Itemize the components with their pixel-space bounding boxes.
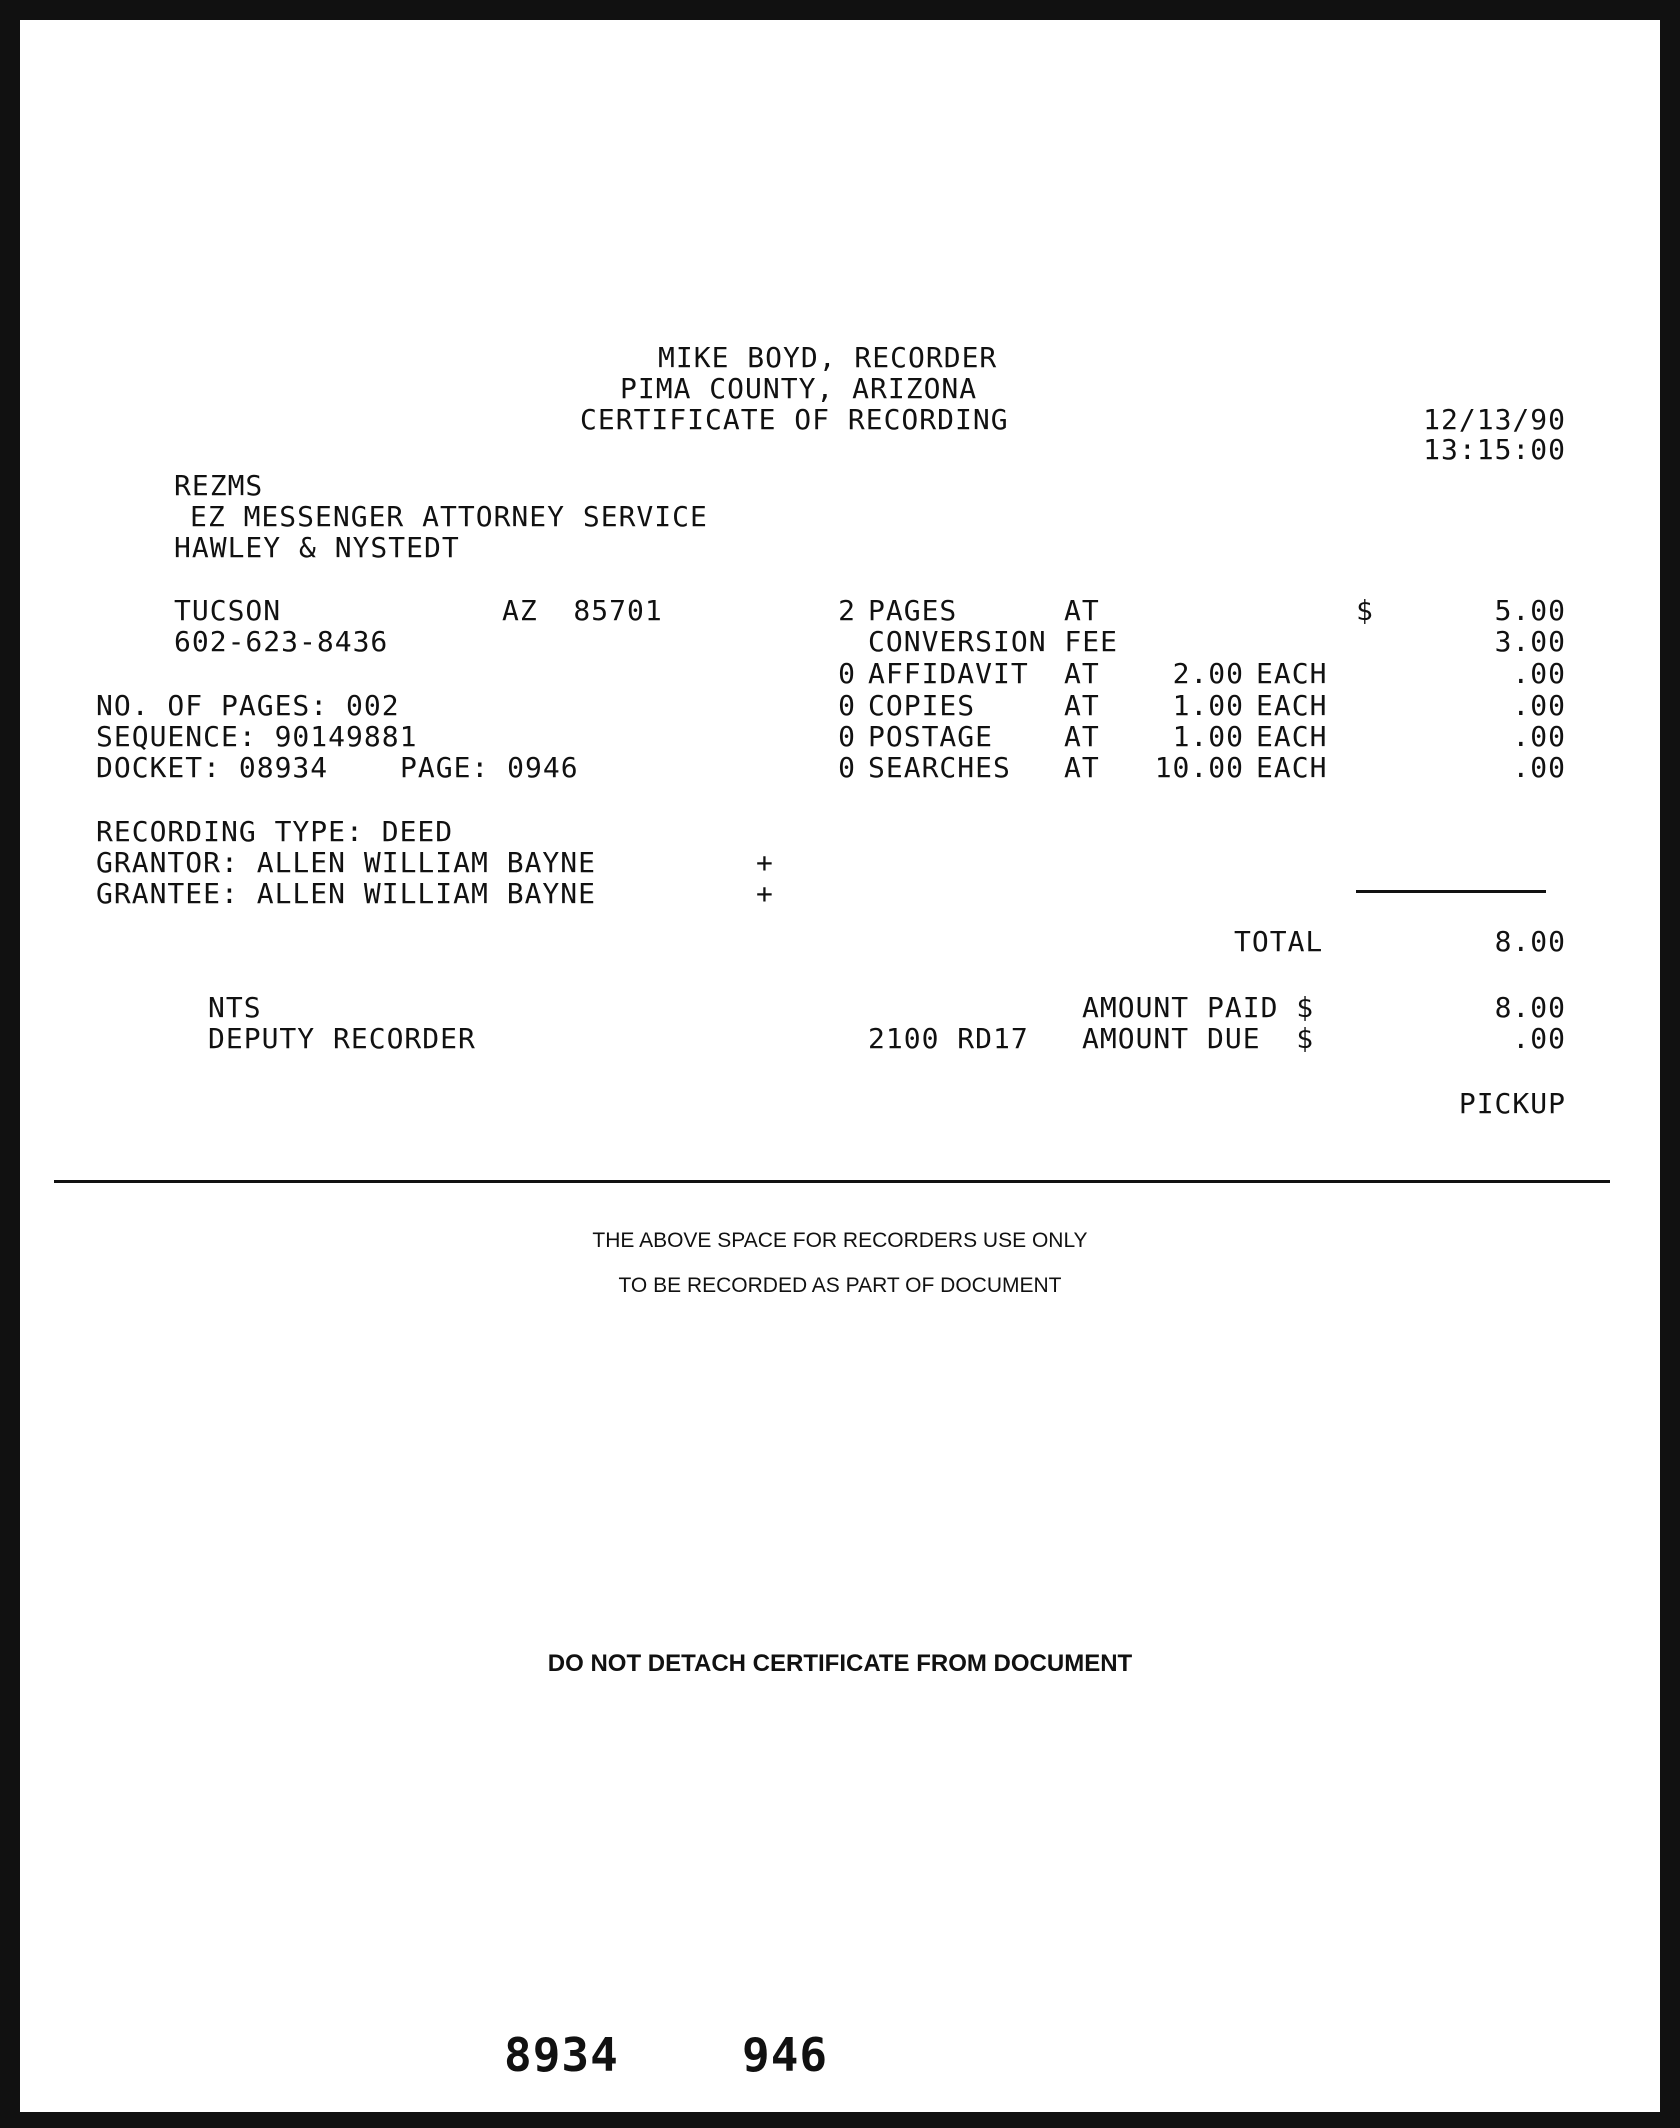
fee-amount: .00 [1512, 689, 1566, 722]
fee-qty: 0 [838, 657, 856, 690]
fee-at: AT [1064, 657, 1100, 690]
fee-qty: 0 [838, 689, 856, 722]
fee-each: EACH [1256, 720, 1328, 753]
fee-item: SEARCHES [868, 751, 1011, 784]
docket: DOCKET: 08934 [96, 751, 329, 784]
state-zip: AZ 85701 [502, 594, 663, 627]
fee-each: EACH [1256, 689, 1328, 722]
grantee: GRANTEE: ALLEN WILLIAM BAYNE [96, 877, 597, 910]
recorders-use-note: THE ABOVE SPACE FOR RECORDERS USE ONLY [592, 1229, 1088, 1252]
dollar-sign: $ [1356, 594, 1374, 627]
fee-item: POSTAGE [868, 720, 994, 753]
county: PIMA COUNTY, ARIZONA [620, 372, 978, 405]
fee-rate: 1.00 [1172, 689, 1244, 722]
submitter-name: EZ MESSENGER ATTORNEY SERVICE [190, 500, 708, 533]
amount-paid-label: AMOUNT PAID $ [1082, 991, 1315, 1024]
record-time: 13:15:00 [1423, 433, 1566, 466]
certificate-page [20, 20, 1660, 2112]
recorder-name: MIKE BOYD, RECORDER [658, 341, 998, 374]
grantee-plus: + [756, 877, 774, 910]
fee-qty: 2 [838, 594, 856, 627]
total-label: TOTAL [1234, 925, 1324, 958]
station-code: 2100 RD17 [868, 1022, 1029, 1055]
fee-amount: .00 [1512, 720, 1566, 753]
fee-at: AT [1064, 689, 1100, 722]
account-code: REZMS [174, 469, 264, 502]
phone: 602-623-8436 [174, 625, 389, 658]
recording-type: RECORDING TYPE: DEED [96, 815, 454, 848]
stamp-docket: 8934 [504, 2028, 619, 2082]
grantor-plus: + [756, 846, 774, 879]
fee-amount: 3.00 [1494, 625, 1566, 658]
fee-amount: .00 [1512, 657, 1566, 690]
fee-at: AT [1064, 720, 1100, 753]
delivery-method: PICKUP [1458, 1087, 1566, 1120]
submitter-firm: HAWLEY & NYSTEDT [174, 531, 460, 564]
fee-rate: 10.00 [1154, 751, 1244, 784]
detach-warning: DO NOT DETACH CERTIFICATE FROM DOCUMENT [547, 1650, 1133, 1677]
fee-at: AT [1064, 594, 1100, 627]
total-underline [1356, 890, 1546, 893]
sequence: SEQUENCE: 90149881 [96, 720, 418, 753]
fee-item: AFFIDAVIT [868, 657, 1029, 690]
fee-at: AT [1064, 751, 1100, 784]
fee-qty: 0 [838, 720, 856, 753]
deputy-initials: NTS [208, 991, 262, 1024]
stamp-page: 946 [742, 2028, 829, 2082]
amount-due-label: AMOUNT DUE $ [1082, 1022, 1315, 1055]
amount-due: .00 [1512, 1022, 1566, 1055]
fee-amount: .00 [1512, 751, 1566, 784]
fee-rate: 1.00 [1172, 720, 1244, 753]
fee-each: EACH [1256, 751, 1328, 784]
total-amount: 8.00 [1494, 925, 1566, 958]
city: TUCSON [174, 594, 282, 627]
fee-each: EACH [1256, 657, 1328, 690]
deputy-recorder-label: DEPUTY RECORDER [208, 1022, 476, 1055]
fee-item: COPIES [868, 689, 976, 722]
recorded-part-note: TO BE RECORDED AS PART OF DOCUMENT [618, 1274, 1062, 1297]
record-date: 12/13/90 [1423, 403, 1566, 436]
amount-paid: 8.00 [1494, 991, 1566, 1024]
fee-item: PAGES [868, 594, 958, 627]
docket-page: PAGE: 0946 [400, 751, 579, 784]
divider-line [54, 1180, 1610, 1183]
number-of-pages: NO. OF PAGES: 002 [96, 689, 400, 722]
fee-rate: 2.00 [1172, 657, 1244, 690]
fee-item: CONVERSION FEE [868, 625, 1119, 658]
fee-amount: 5.00 [1494, 594, 1566, 627]
fee-qty: 0 [838, 751, 856, 784]
document-title: CERTIFICATE OF RECORDING [580, 403, 1009, 436]
grantor: GRANTOR: ALLEN WILLIAM BAYNE [96, 846, 597, 879]
